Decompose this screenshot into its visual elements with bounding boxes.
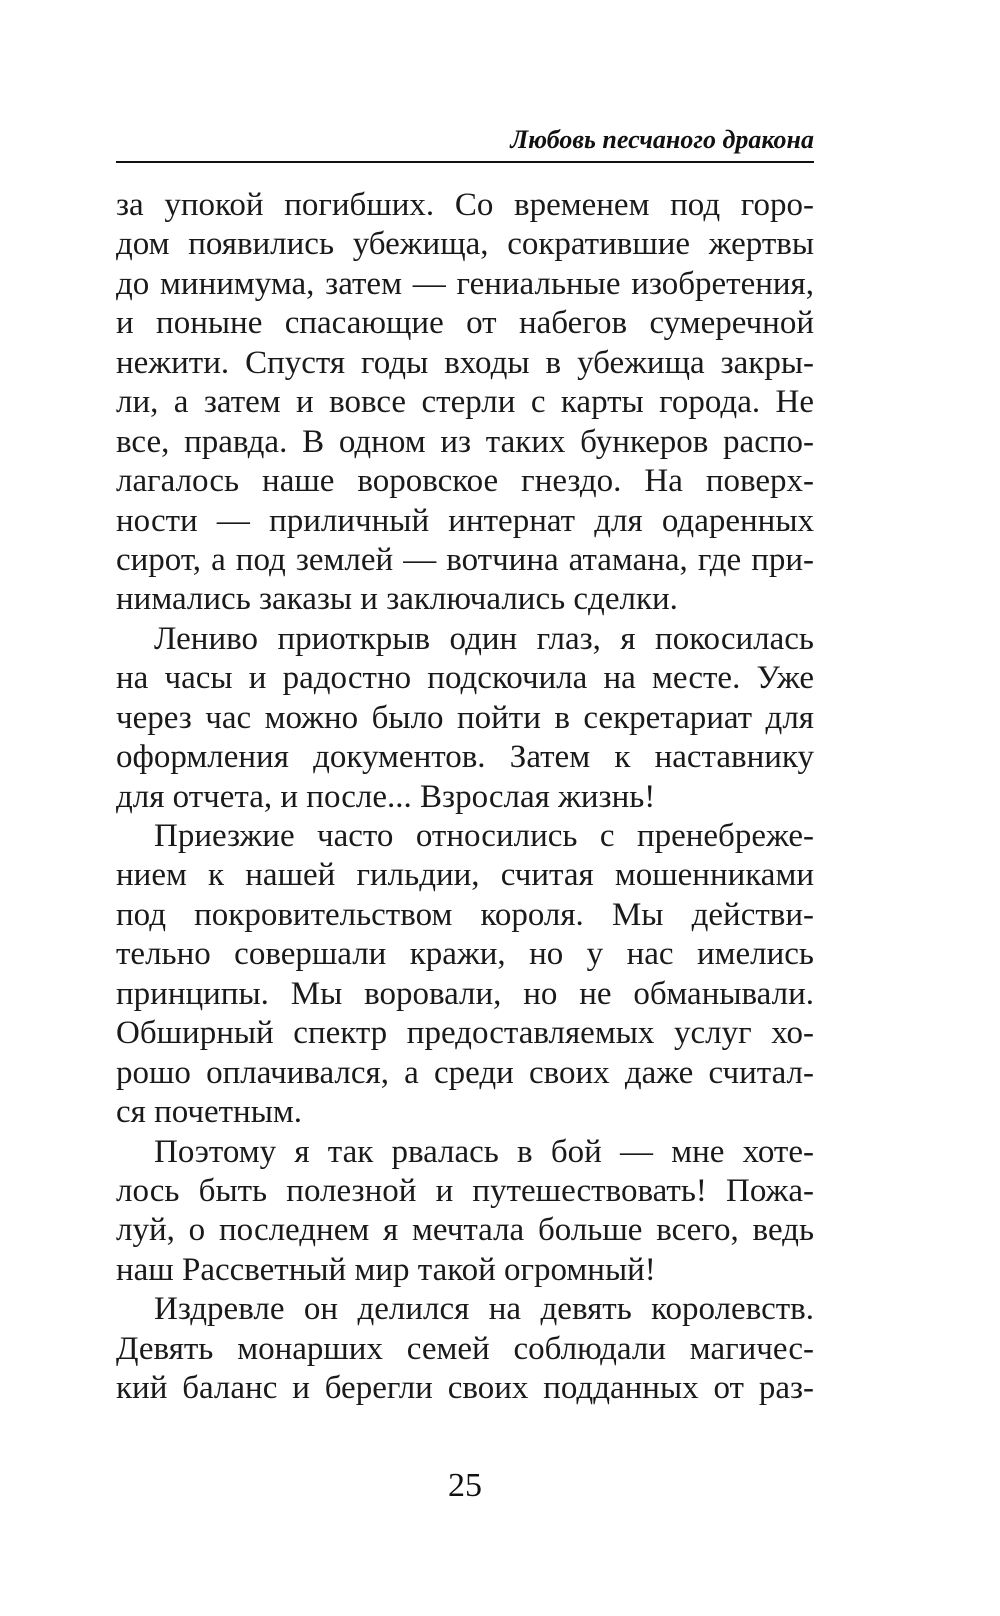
text-line: дом появились убежища, сократившие жертвы	[116, 226, 814, 263]
page-number: 25	[448, 1467, 482, 1504]
text-line: Приезжие часто относились с пренебреже-	[154, 818, 814, 854]
text-line: за упокой погибших. Со временем под горо-	[116, 187, 814, 223]
text-line: нежити. Спустя годы входы в убежища закры-	[116, 344, 814, 381]
text-line: наш Рассветный мир такой огромный!	[116, 1251, 656, 1288]
header-rule	[116, 161, 814, 163]
text-line: через час можно было пойти в секретариат для	[116, 699, 814, 736]
text-line: кий баланс и берегли своих подданных от раз-	[116, 1370, 814, 1407]
text-line: все, правда. В одном из таких бункеров распо-	[116, 423, 814, 460]
text-line: нием к нашей гильдии, считая мошенниками	[116, 857, 814, 894]
text-line: ли, а затем и вовсе стерли с карты города. Не	[116, 384, 814, 421]
text-line: лагалось наше воровское гнездо. На поверх-	[116, 463, 814, 500]
text-line: Поэтому я так рвалась в бой — мне хоте-	[154, 1133, 814, 1170]
text-line: ся почетным.	[116, 1094, 303, 1131]
text-line: Обширный спектр предоставляемых услуг хо-	[116, 1015, 814, 1052]
text-line: Издревле он делился на девять королевств.	[154, 1291, 814, 1328]
text-line: на часы и радостно подскочила на месте. Уже	[116, 660, 814, 697]
text-line: луй, о последнем я мечтала больше всего, ведь	[116, 1212, 814, 1249]
text-line: до минимума, затем — гениальные изобретения,	[116, 265, 814, 302]
text-line: под покровительством короля. Мы действи-	[116, 896, 814, 933]
text-line: лось быть полезной и путешествовать! Пожа-	[116, 1172, 814, 1209]
text-line: Лениво приоткрыв один глаз, я покосилась	[154, 620, 814, 657]
running-title: Любовь песчаного дракона	[510, 125, 814, 154]
text-line: для отчета, и после... Взрослая жизнь!	[116, 778, 656, 815]
text-line: ности — приличный интернат для одаренных	[116, 502, 814, 539]
text-line: рошо оплачивался, а среди своих даже считал-	[116, 1054, 814, 1091]
text-line: сирот, а под землей — вотчина атамана, где при-	[116, 541, 814, 578]
text-line: Девять монарших семей соблюдали магичес-	[116, 1330, 814, 1367]
text-line: тельно совершали кражи, но у нас имелись	[116, 936, 814, 973]
body-text	[116, 186, 814, 1409]
text-line: принципы. Мы воровали, но не обманывали.	[116, 975, 814, 1012]
text-line: нимались заказы и заключались сделки.	[116, 581, 678, 618]
text-line: и поныне спасающие от набегов сумеречной	[116, 305, 814, 342]
text-line: оформления документов. Затем к наставнику	[116, 739, 814, 776]
